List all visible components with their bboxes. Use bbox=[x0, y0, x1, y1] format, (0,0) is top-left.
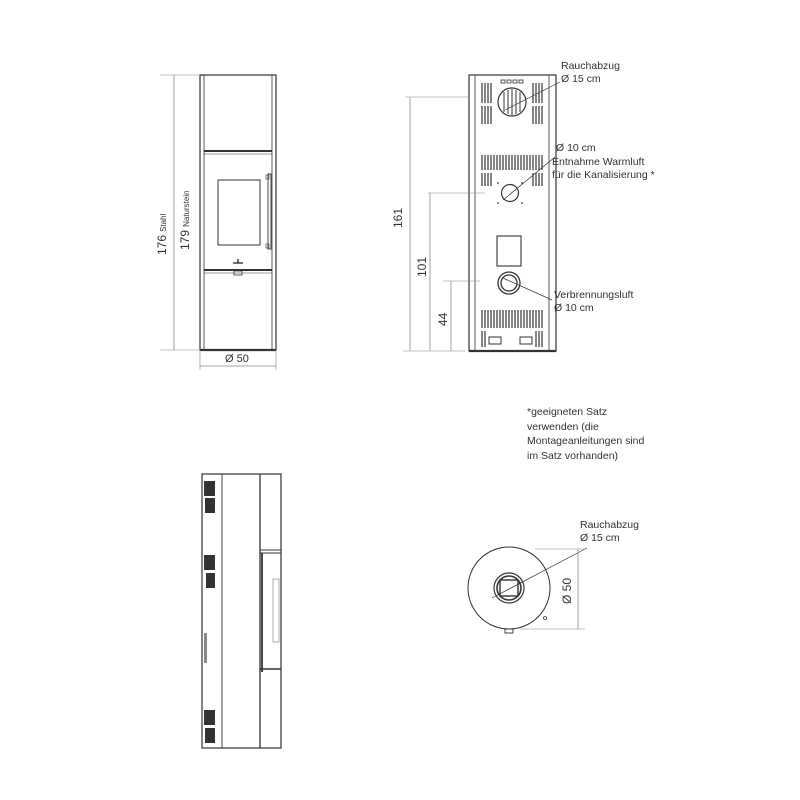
label-combustion-air: Verbrennungsluft bbox=[554, 289, 634, 301]
dim-warm-air-height: 101 bbox=[415, 256, 429, 277]
footnote-line: verwenden (die bbox=[527, 420, 599, 433]
label-flue-outlet-diameter: Ø 15 cm bbox=[561, 73, 601, 85]
dim-unit-label: Naturstein bbox=[182, 190, 191, 227]
label-top-flue-outlet: Rauchabzug bbox=[580, 519, 639, 531]
dim-value: 176 bbox=[155, 234, 169, 255]
label-warm-air-channel: für die Kanalisierung * bbox=[552, 169, 655, 181]
dim-front-diameter: Ø 50 bbox=[225, 353, 249, 365]
footnote-line: *geeigneten Satz bbox=[527, 406, 607, 418]
label-flue-outlet: Rauchabzug bbox=[561, 60, 620, 72]
dim-combustion-air-height: 44 bbox=[436, 312, 450, 326]
footnote-line: im Satz vorhanden) bbox=[527, 449, 619, 462]
dim-height-steel bbox=[155, 214, 169, 255]
dim-value: 179 bbox=[178, 229, 192, 250]
dim-top-diameter: Ø 50 bbox=[560, 577, 574, 604]
label-top-flue-diameter: Ø 15 cm bbox=[580, 532, 620, 544]
dim-height-stone bbox=[178, 190, 192, 250]
label-warm-air-diameter: Ø 10 cm bbox=[556, 142, 596, 154]
dim-unit-label: Stahl bbox=[159, 213, 168, 232]
footnote bbox=[527, 405, 644, 463]
footnote-line: Montageanleitungen sind bbox=[527, 435, 645, 447]
back-view bbox=[403, 75, 560, 351]
label-combustion-air-diameter: Ø 10 cm bbox=[554, 302, 594, 314]
side-view bbox=[202, 474, 281, 748]
label-warm-air: Entnahme Warmluft bbox=[552, 156, 645, 168]
dim-flue-height: 161 bbox=[391, 207, 405, 228]
